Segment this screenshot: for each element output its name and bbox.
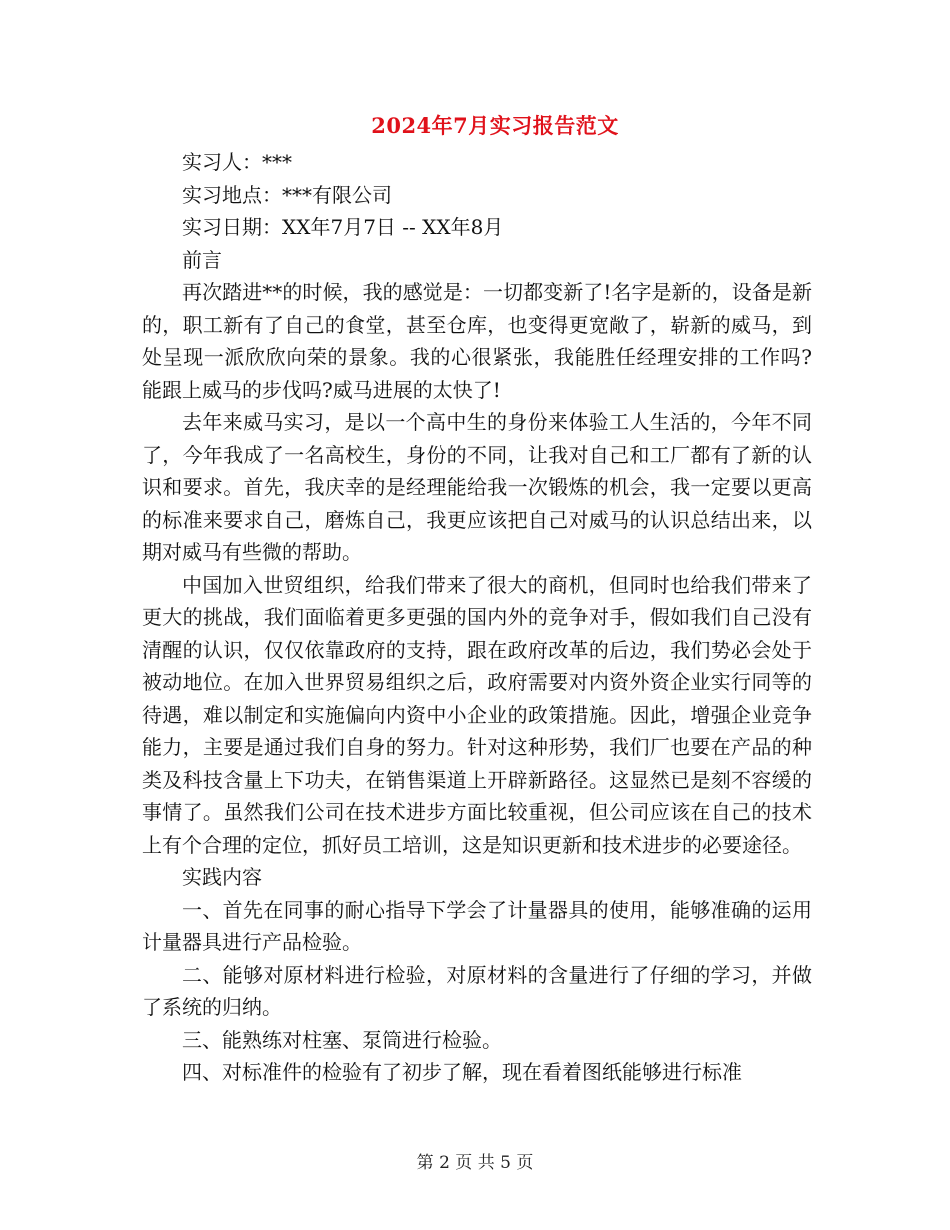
page-footer: 第 2 页 共 5 页: [416, 1153, 534, 1173]
practice-item: 四、对标准件的检验有了初步了解，现在看着图纸能够进行标准: [182, 1060, 742, 1084]
practice-item: 一、首先在同事的耐心指导下学会了计量器具的使用，能够准确的运用计量器具进行产品检验。: [142, 897, 812, 954]
body-paragraph: 中国加入世贸组织，给我们带来了很大的商机，但同时也给我们带来了更大的挑战，我们面临着更多更强的国内外的竞争对手，假如我们自己没有清醒的认识，仅仅依靠政府的支持，跟在政府改革的后边，我们势必会处于被动地位。在加入世界贸易组织之后，政府需要对内资外资企业实行同等的待遇，难以制定和实施偏向内资中小企业的政策措施。因此，增强企业竞争能力，主要是通过我们自身的努力。针对这种形势，我们厂也要在产品的种类及科技含量上下功夫，在销售渠道上开辟新路径。这显然已是刻不容缓的事情了。虽然我们公司在技术进步方面比较重视，但公司应该在自己的技术上有个合理的定位，抓好员工培训，这是知识更新和技术进步的必要途径。: [142, 572, 812, 857]
section-heading-practice: 实践内容: [182, 865, 262, 889]
practice-item: 三、能熟练对柱塞、泵筒进行检验。: [182, 1027, 502, 1052]
body-paragraph: 再次踏进**的时候，我的感觉是：一切都变新了!名字是新的，设备是新的，职工新有了自己的食堂，甚至仓库，也变得更宽敞了，崭新的威马，到处呈现一派欣欣向荣的景象。我的心很紧张，我能胜任经理安排的工作吗?能跟上威马的步伐吗?威马进展的太快了!: [142, 280, 812, 402]
document-body: [142, 146, 812, 1089]
intern-location-line: 实习地点：***有限公司: [182, 182, 392, 207]
section-heading-preface: 前言: [182, 247, 222, 272]
body-paragraph: 去年来威马实习，是以一个高中生的身份来体验工人生活的，今年不同了，今年我成了一名高校生，身份的不同，让我对自己和工厂都有了新的认识和要求。首先，我庆幸的是经理能给我一次锻炼的机会，我一定要以更高的标准来要求自己，磨炼自己，我更应该把自己对威马的认识总结出来，以期对威马有些微的帮助。: [142, 410, 812, 564]
intern-date-line: 实习日期：XX年7月7日 -- XX年8月: [182, 215, 504, 239]
practice-item: 二、能够对原材料进行检验，对原材料的含量进行了仔细的学习，并做了系统的归纳。: [142, 962, 812, 1019]
document-title: 2024年7月实习报告范文: [371, 113, 619, 138]
intern-name-line: 实习人：***: [182, 150, 292, 174]
